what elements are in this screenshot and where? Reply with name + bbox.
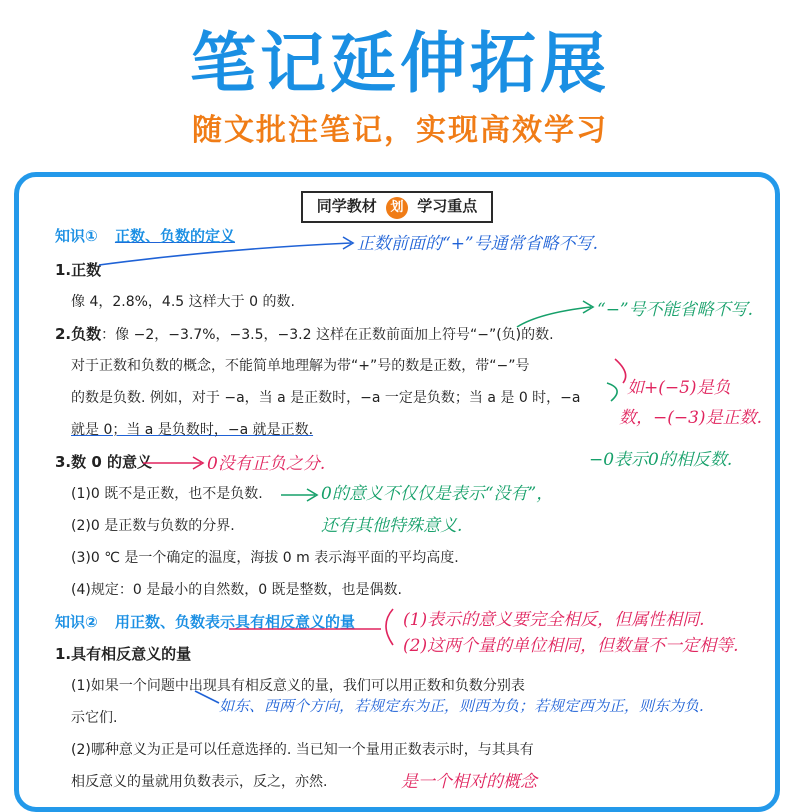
- para-line-1: 对于正数和负数的概念，不能简单地理解为带“+”号的数是正数，带“−”号: [71, 358, 530, 374]
- section2-label: 知识②: [55, 613, 98, 631]
- note-plus-sign: 正数前面的“+”号通常省略不写.: [357, 234, 599, 254]
- note-example-line-1: 如+(−5)是负: [627, 378, 731, 398]
- arrow-direction: [195, 691, 219, 703]
- note-relative: 是一个相对的概念: [401, 772, 537, 792]
- item-choice-line-2: 相反意义的量就用负数表示，反之，亦然.: [71, 774, 328, 790]
- note-minus-zero: −0表示0的相反数.: [589, 450, 733, 470]
- note-zero-meaning-2: 还有其他特殊意义.: [321, 516, 463, 536]
- item-zero-2: (2)0 是正数与负数的分界.: [71, 518, 235, 534]
- header-left: 同学教材: [316, 197, 377, 215]
- item-opposite-title: 1.具有相反意义的量: [55, 645, 192, 663]
- section2-title: 用正数、负数表示具有相反意义的量: [114, 613, 355, 631]
- item-positive-text: 像 4，2.8%，4.5 这样大于 0 的数.: [71, 294, 295, 310]
- note-minus-sign: “−”号不能省略不写.: [597, 300, 754, 320]
- arrow-note-1: [99, 243, 351, 265]
- item-opposite-line-1: (1)如果一个问题中出现具有相反意义的量，我们可以用正数和负数分别表: [71, 678, 525, 694]
- note-direction-example: 如东、西两个方向，若规定东为正，则西为负；若规定西为正，则东为负.: [219, 697, 704, 715]
- note-zero-meaning-1: 0的意义不仅仅是表示“没有”，: [321, 484, 554, 504]
- item-zero-4: (4)规定：0 是最小的自然数，0 既是整数，也是偶数.: [71, 582, 402, 598]
- section1-title: 正数、负数的定义: [114, 227, 235, 245]
- para-line-2: 的数是负数. 例如，对于 −a，当 a 是正数时，−a 一定是负数；当 a 是 0 时，−a: [71, 390, 581, 406]
- item-choice-line-1: (2)哪种意义为正是可以任意选择的. 当已知一个量用正数表示时，与其具有: [71, 742, 534, 758]
- section1-label: 知识①: [55, 227, 98, 245]
- item-zero-title: 3.数 0 的意义: [55, 453, 153, 471]
- annotation-strokes: [19, 177, 780, 812]
- notes-card: [14, 172, 780, 812]
- item-zero-1: (1)0 既不是正数，也不是负数.: [71, 486, 263, 502]
- brace-opposite: [386, 609, 393, 645]
- item-zero-3: (3)0 ℃ 是一个确定的温度，海拔 0 m 表示海平面的平均高度.: [71, 550, 459, 566]
- note-zero-sign: 0没有正负之分.: [207, 454, 326, 474]
- bracket-example: [615, 359, 626, 383]
- note-example-line-2: 数，−(−3)是正数.: [619, 408, 762, 428]
- item-negative-text: ：像 −2，−3.7%，−3.5，−3.2 这样在正数前面加上符号“−”(负)的数.: [101, 327, 554, 343]
- item-positive-title: 1.正数: [55, 261, 102, 279]
- banner-title: 笔记延伸拓展: [190, 25, 610, 102]
- item-negative-title: 2.负数: [55, 325, 102, 343]
- header-right: 学习重点: [417, 197, 478, 215]
- header-badge: 划: [386, 197, 408, 219]
- note-opposite-2: (2)这两个量的单位相同，但数量不一定相等.: [403, 636, 739, 656]
- bracket-minus-sign: [517, 307, 591, 327]
- note-opposite-1: (1)表示的意义要完全相反，但属性相同.: [403, 610, 705, 630]
- item-opposite-line-2: 示它们.: [71, 710, 118, 726]
- circle-minus-a: [607, 383, 617, 401]
- banner-subtitle: 随文批注笔记，实现高效学习: [192, 113, 608, 148]
- para-line-3: 就是 0；当 a 是负数时，−a 就是正数.: [71, 422, 314, 438]
